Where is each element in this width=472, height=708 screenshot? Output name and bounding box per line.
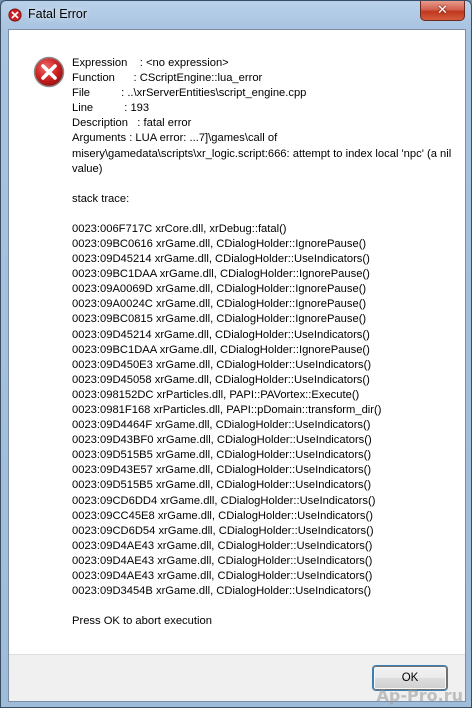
stack-frame: 0023:09D4AE43 xrGame.dll, CDialogHolder::UseIndicators() xyxy=(72,570,373,582)
stack-frame: 0023:09BC1DAA xrGame.dll, CDialogHolder::IgnorePause() xyxy=(72,268,370,281)
line-number-line: Line : 193 xyxy=(72,102,150,115)
stack-frame: 0023:09D45214 xrGame.dll, CDialogHolder::UseIndicators() xyxy=(72,253,370,266)
close-button[interactable] xyxy=(420,1,465,21)
stack-frame: 0023:09CC45E8 xrGame.dll, CDialogHolder::UseIndicators() xyxy=(72,509,373,522)
abort-prompt: Press OK to abort execution xyxy=(72,615,212,628)
stack-frame: 0023:09D515B5 xrGame.dll, CDialogHolder::UseIndicators() xyxy=(72,479,372,492)
dialog-content xyxy=(8,29,466,702)
stack-frame: 0023:09D43E57 xrGame.dll, CDialogHolder::UseIndicators() xyxy=(72,464,372,477)
error-icon xyxy=(33,56,65,88)
stack-frame: 0023:09D3454B xrGame.dll, CDialogHolder::UseIndicators() xyxy=(72,585,372,598)
stack-frame: 0023:006F717C xrCore.dll, xrDebug::fatal() xyxy=(72,222,287,235)
stack-frame: 0023:0981F168 xrParticles.dll, PAPI::pDomain::transform_dir() xyxy=(72,403,382,416)
stack-frame: 0023:09D43BF0 xrGame.dll, CDialogHolder::UseIndicators() xyxy=(72,434,372,447)
stack-frame: 0023:09A0069D xrGame.dll, CDialogHolder::IgnorePause() xyxy=(72,283,367,296)
stack-frame: 0023:09D515B5 xrGame.dll, CDialogHolder::UseIndicators() xyxy=(72,449,372,462)
watermark: Ap-Pro.ru xyxy=(376,686,463,705)
stack-frame: 0023:09D4464F xrGame.dll, CDialogHolder::UseIndicators() xyxy=(72,419,371,432)
arguments-line: Arguments : LUA error: ...7]\games\call of misery\gamedata\scripts\xr_logic.script:666: attempt to index local 'npc' (a nil value) xyxy=(72,132,452,175)
stack-frame: 0023:09D4AE43 xrGame.dll, CDialogHolder::UseIndicators() xyxy=(72,554,373,567)
window-title: Fatal Error xyxy=(28,7,88,21)
stack-frame: 0023:09BC1DAA xrGame.dll, CDialogHolder::IgnorePause() xyxy=(72,343,370,356)
stack-frame: 0023:09D45214 xrGame.dll, CDialogHolder::UseIndicators() xyxy=(72,328,370,341)
stack-frame: 0023:09A0024C xrGame.dll, CDialogHolder::IgnorePause() xyxy=(72,298,367,311)
ok-button-label: OK xyxy=(401,672,419,684)
file-line: File : ..\xrServerEntities\script_engine.cpp xyxy=(72,87,307,100)
stack-frame: 0023:09CD6D54 xrGame.dll, CDialogHolder::UseIndicators() xyxy=(72,524,374,537)
description-line: Description : fatal error xyxy=(72,117,192,130)
function-line: Function : CScriptEngine::lua_error xyxy=(72,72,263,85)
stack-frame: 0023:09CD6DD4 xrGame.dll, CDialogHolder::UseIndicators() xyxy=(72,494,376,507)
title-bar[interactable] xyxy=(1,1,471,29)
error-message xyxy=(72,56,456,629)
stack-trace-list xyxy=(72,222,456,599)
expression-line: Expression : <no expression> xyxy=(72,57,229,69)
close-icon: ✕ xyxy=(437,3,448,18)
stack-frame: 0023:09D4AE43 xrGame.dll, CDialogHolder::UseIndicators() xyxy=(72,539,373,552)
stack-trace-header: stack trace: xyxy=(72,192,130,205)
stack-frame: 0023:09D450E3 xrGame.dll, CDialogHolder::UseIndicators() xyxy=(72,358,372,371)
stack-frame: 0023:09D45058 xrGame.dll, CDialogHolder::UseIndicators() xyxy=(72,373,370,386)
stack-frame: 0023:09BC0616 xrGame.dll, CDialogHolder::IgnorePause() xyxy=(72,237,367,250)
stack-frame: 0023:09BC0815 xrGame.dll, CDialogHolder::IgnorePause() xyxy=(72,313,367,326)
stack-frame: 0023:098152DC xrParticles.dll, PAPI::PAVortex::Execute() xyxy=(72,388,360,401)
error-icon xyxy=(8,8,22,22)
